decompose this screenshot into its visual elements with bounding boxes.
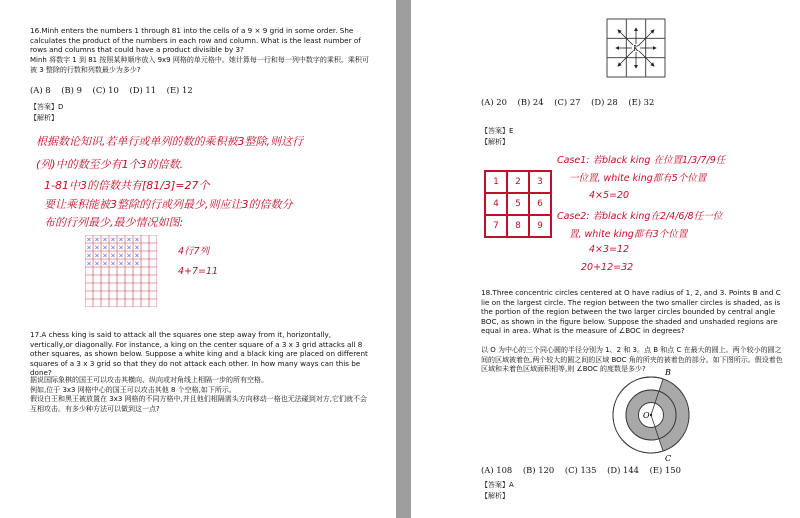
grid-cell: 1 xyxy=(485,171,507,193)
point-b-label: B xyxy=(665,368,671,377)
q16-english-text: 16.Minh enters the numbers 1 through 81 into the cells of a 9 × 9 grid in some order. She calculates the product of the numbers in each row and column. What is the least number of rows and columns that could have a product divisible by 3? xyxy=(30,26,364,55)
grid-mark: × xyxy=(102,251,108,260)
q17-analysis-label: 【解析】 xyxy=(481,138,509,146)
q17-handwriting-line-1: Case1: 若black king 在位置1/3/7/9任 xyxy=(557,155,726,166)
grid-mark: × xyxy=(110,243,116,252)
grid-mark: × xyxy=(86,243,92,252)
q17-answer: 【答案】E xyxy=(481,127,514,135)
q18-answer: 【答案】A xyxy=(481,481,514,489)
q17-handwriting-line-2: 一位置, white king都有5个位置 xyxy=(569,173,707,184)
q16-handwriting-line-1: 根据数论知识,若单行或单列的数的乘积被3整除,则这行 xyxy=(36,135,303,148)
grid-cell: 5 xyxy=(507,193,529,215)
q16-handwriting-line-3: 1-81中3的倍数共有[81/3]=27个 xyxy=(44,179,210,192)
grid-mark: × xyxy=(134,259,140,268)
king-attack-diagram xyxy=(606,18,666,78)
grid-mark: × xyxy=(86,235,92,244)
q17-choices: (A) 20 (B) 24 (C) 27 (D) 28 (E) 32 xyxy=(481,97,655,107)
king-label: K xyxy=(633,44,639,53)
grid-mark: × xyxy=(118,251,124,260)
grid-mark: × xyxy=(94,251,100,260)
q16-answer: 【答案】D xyxy=(30,103,64,111)
grid-mark: × xyxy=(102,243,108,252)
q17-handwriting-line-4: Case2: 若black king在2/4/6/8任一位 xyxy=(557,211,723,222)
q16-handwriting-sum: 4+7=11 xyxy=(178,266,219,277)
q16-choices: (A) 8 (B) 9 (C) 10 (D) 11 (E) 12 xyxy=(30,85,193,95)
q18-analysis-label: 【解析】 xyxy=(481,492,509,500)
q17-handwriting-line-6: 4×3=12 xyxy=(589,244,630,255)
grid-mark: × xyxy=(94,259,100,268)
grid-mark: × xyxy=(110,251,116,260)
grid-cell: 7 xyxy=(485,215,507,237)
q16-9x9-grid xyxy=(85,235,157,307)
q16-analysis-label: 【解析】 xyxy=(30,114,58,122)
grid-cell: 9 xyxy=(529,215,551,237)
grid-cell: 6 xyxy=(529,193,551,215)
grid-mark: × xyxy=(102,259,108,268)
q16-handwriting-line-5: 布的行列最少,最少情况如图: xyxy=(44,216,184,229)
point-c-label: C xyxy=(665,454,672,463)
left-page xyxy=(0,0,396,518)
point-o-label: O xyxy=(643,411,650,420)
grid-mark: × xyxy=(94,243,100,252)
q17-handwriting-line-3: 4×5=20 xyxy=(589,190,630,201)
q16-handwriting-rows-cols: 4行7列 xyxy=(178,246,210,257)
q17-handwriting-line-5: 置, white king都有3个位置 xyxy=(569,229,688,240)
grid-mark: × xyxy=(126,235,132,244)
q16-handwriting-line-2: (列)中的数至少有1个3的倍数. xyxy=(36,158,184,171)
grid-mark: × xyxy=(134,243,140,252)
q18-chinese-text: 以 O 为中心的三个同心圆的半径分别为 1、2 和 3。点 B 和点 C 在最大的圆上。两个较小的圆之间的区域被着色,两个较大的圆之间的区域 BOC 角的所夹的被着色的部分。如下图所示。假设着色区域和未着色区域面积相等,则 ∠BOC 的度数是多少? xyxy=(481,346,783,374)
grid-mark: × xyxy=(126,251,132,260)
right-page xyxy=(411,0,800,518)
grid-mark: × xyxy=(110,235,116,244)
q16-handwriting-line-4: 要让乘积能被3整除的行或列最少,则应让3的倍数分 xyxy=(44,198,293,211)
q18-choices: (A) 108 (B) 120 (C) 135 (D) 144 (E) 150 xyxy=(481,465,681,475)
q17-handwriting-line-7: 20+12=32 xyxy=(581,262,634,273)
concentric-circles-figure xyxy=(601,365,711,465)
grid-mark: × xyxy=(94,235,100,244)
grid-mark: × xyxy=(134,235,140,244)
grid-mark: × xyxy=(86,259,92,268)
grid-mark: × xyxy=(86,251,92,260)
grid-cell: 3 xyxy=(529,171,551,193)
q17-english-text: 17.A chess king is said to attack all the squares one step away from it, horizontally, vertically,or diagonally. For instance, a king on the center square of a 3 x 3 grid attacks all 8 other squares, as shown below. Suppose a white king and a black king are placed on different squares of a 3 x 3 grid so that they do not attack each other. In how many ways can this be done? xyxy=(30,330,371,378)
grid-cell: 8 xyxy=(507,215,529,237)
numbered-3x3-grid xyxy=(484,170,552,238)
q16-chinese-text: Minh 将数字 1 到 81 按照某种顺序放入 9x9 网格的单元格中。她计算每一行和每一列中数字的乘积。乘积可被 3 整除的行数和列数最少为多少? xyxy=(30,56,369,74)
q17-chinese-text: 据说国际象棋的国王可以攻击其横向、纵向或对角线上相隔一步的所有空格。 例如,位于 3x3 网格中心的国王可以攻击其他 8 个空格,如下所示。 假设白王和黑王被放置在 3x3 网格的不同方格中,并且他们相隔需头方向移动一格也无法碰到对方,它们就不会互相攻击。有多少种方法可以做到这一点? xyxy=(30,376,367,413)
grid-mark: × xyxy=(134,251,140,260)
grid-cell: 4 xyxy=(485,193,507,215)
grid-mark: × xyxy=(102,235,108,244)
grid-mark: × xyxy=(126,259,132,268)
grid-mark: × xyxy=(118,259,124,268)
grid-mark: × xyxy=(110,259,116,268)
grid-mark: × xyxy=(126,243,132,252)
q18-english-text: 18.Three concentric circles centered at O have radius of 1, 2, and 3. Points B and C lie on the largest circle. The region between the two smaller circles is shaded, as is the portion of the region between the two larger circles bounded by central angle BOC, as shown in the figure below. Suppose the shaded and unshaded regions are equal in area. What is the measure of ∠BOC in degrees? xyxy=(481,288,784,336)
grid-mark: × xyxy=(118,243,124,252)
grid-cell: 2 xyxy=(507,171,529,193)
grid-mark: × xyxy=(118,235,124,244)
